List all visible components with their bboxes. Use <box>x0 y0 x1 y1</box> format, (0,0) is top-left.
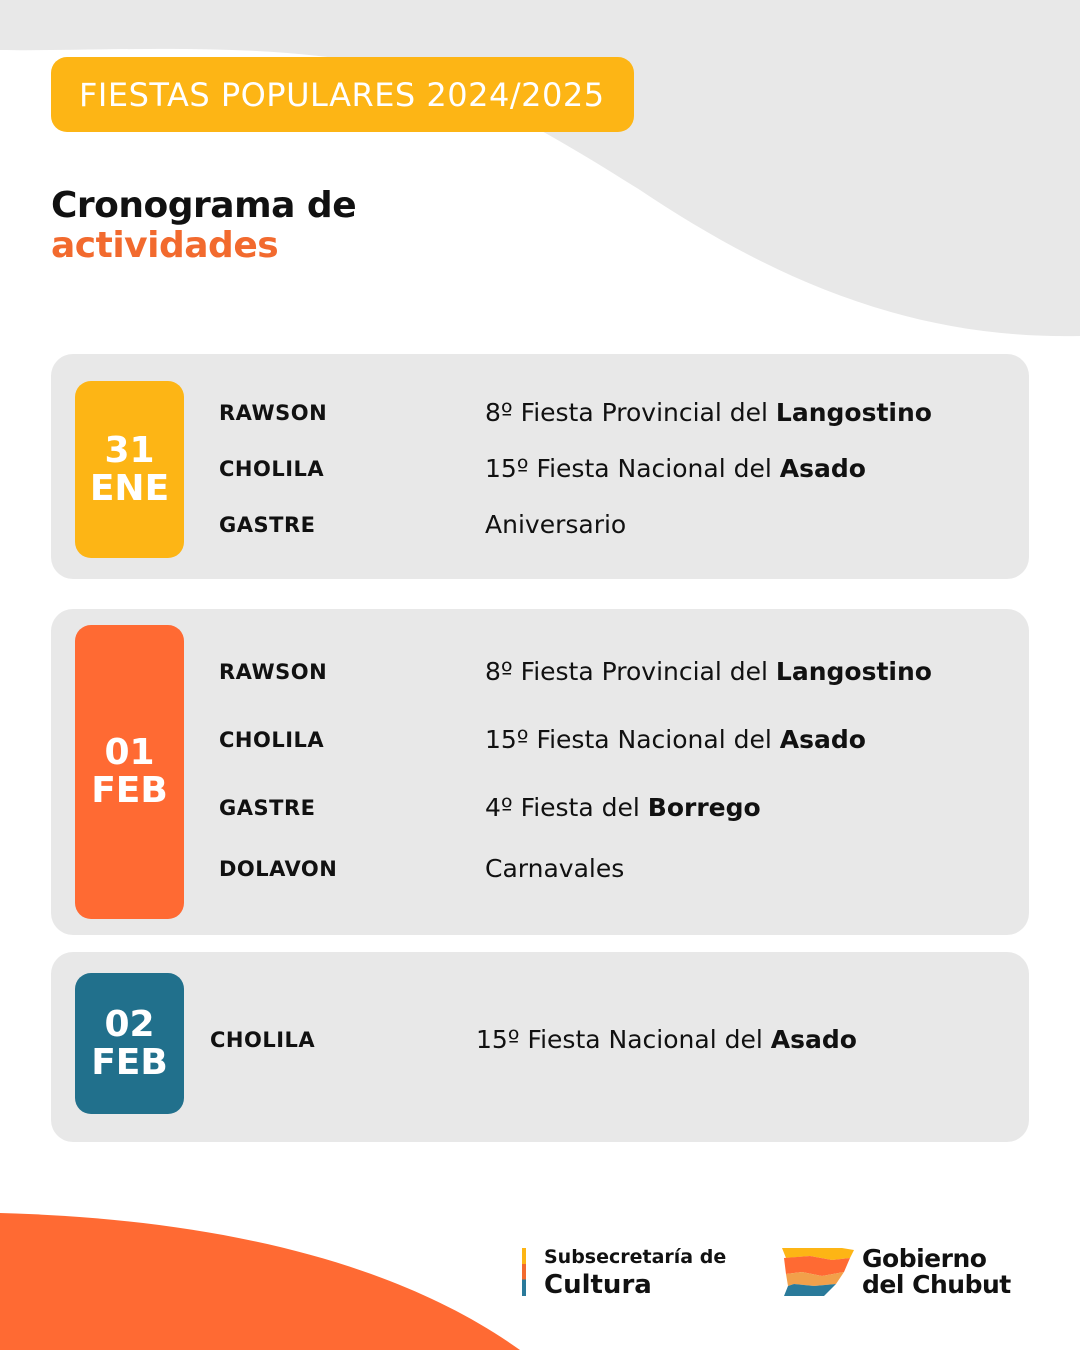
cultura-logo-bar <box>522 1248 526 1296</box>
title-badge-text: FIESTAS POPULARES 2024/2025 <box>79 75 605 114</box>
event-name: 8º Fiesta Provincial del Langostino <box>485 657 932 686</box>
day-card-02-feb <box>51 952 1029 1142</box>
date-tile <box>75 625 184 919</box>
event-name: Aniversario <box>485 510 627 539</box>
event-name: 15º Fiesta Nacional del Asado <box>485 725 866 754</box>
event-name: 15º Fiesta Nacional del Asado <box>476 1025 857 1054</box>
event-name: 8º Fiesta Provincial del Langostino <box>485 398 932 427</box>
date-day: 01 <box>104 732 155 773</box>
date-month: FEB <box>91 770 168 811</box>
heading-line-1: Cronograma de <box>51 185 357 226</box>
day-card-01-feb <box>51 609 1029 935</box>
date-tile <box>75 381 184 558</box>
cultura-logo-title: Cultura <box>544 1270 652 1300</box>
event-place: GASTRE <box>219 796 316 820</box>
top-gray-wave <box>0 0 1080 336</box>
gov-line-2: del Chubut <box>862 1270 1011 1299</box>
date-day: 31 <box>104 429 155 471</box>
cultura-logo-subtitle: Subsecretaría de <box>544 1246 727 1268</box>
event-name: Carnavales <box>485 854 625 883</box>
date-month: FEB <box>91 1041 168 1083</box>
event-place: CHOLILA <box>219 728 325 752</box>
heading-line-2: actividades <box>51 225 279 266</box>
page-heading <box>51 186 356 266</box>
date-day: 02 <box>104 1003 155 1045</box>
date-tile <box>75 973 184 1114</box>
chubut-logo-text <box>862 1246 1011 1298</box>
event-place: RAWSON <box>219 660 328 684</box>
chubut-flag-icon <box>780 1246 856 1298</box>
event-place: DOLAVON <box>219 857 338 881</box>
event-place: GASTRE <box>219 513 316 537</box>
date-month: ENE <box>89 467 170 509</box>
day-card-31-ene <box>51 354 1029 579</box>
gov-line-1: Gobierno <box>862 1244 987 1273</box>
event-place: RAWSON <box>219 401 328 425</box>
event-name: 15º Fiesta Nacional del Asado <box>485 454 866 483</box>
title-badge <box>51 57 634 132</box>
bottom-orange-wave <box>0 1213 520 1350</box>
event-name: 4º Fiesta del Borrego <box>485 793 761 822</box>
event-place: CHOLILA <box>210 1028 316 1052</box>
event-place: CHOLILA <box>219 457 325 481</box>
